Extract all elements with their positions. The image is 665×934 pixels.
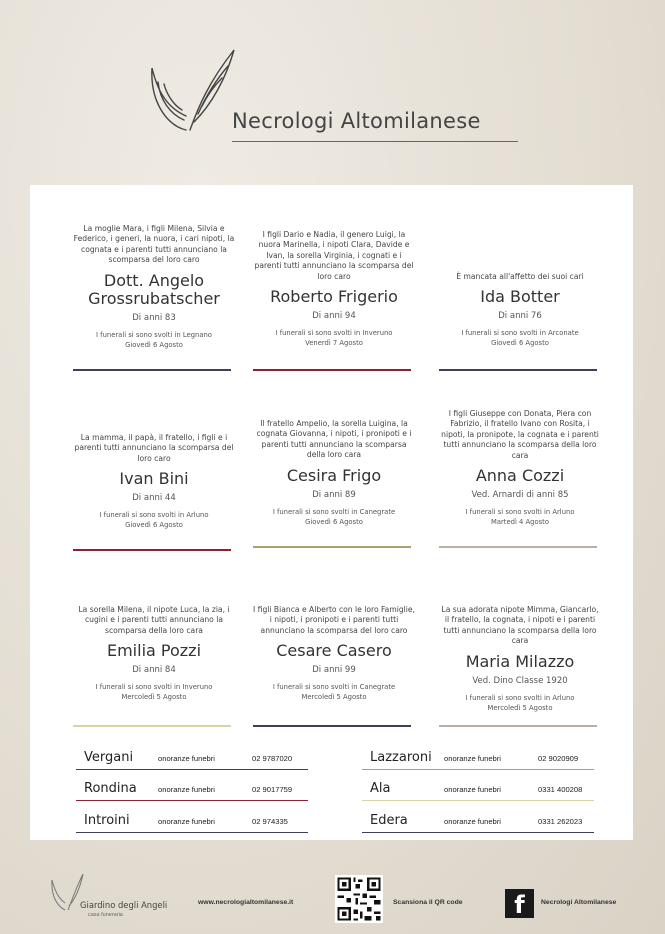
funeral-place: I funerali si sono svolti in Inveruno	[95, 683, 213, 692]
funeral-home-name: Edera	[370, 813, 408, 828]
obituary-intro: I figli Giuseppe con Donata, Piera con Fabrizio, il fratello Ivano con Rosita, i nipoti, la pronipote, la cognata e i parenti tutti annunciano la scomparsa della loro cara	[441, 409, 599, 460]
obituary-name: Anna Cozzi	[475, 466, 565, 486]
obituary-intro: È mancata all'affetto dei suoi cari	[456, 272, 584, 281]
funeral-home-name: Rondina	[84, 781, 137, 796]
card-rule	[439, 546, 597, 548]
obituary-funeral	[253, 507, 415, 527]
funeral-home-lazzaroni	[362, 748, 594, 770]
title-underline	[232, 141, 518, 142]
funeral-home-name: Ala	[370, 781, 391, 796]
obituary-funeral	[73, 330, 235, 350]
header	[0, 0, 665, 185]
funeral-home-name: Vergani	[84, 750, 134, 765]
obituary-intro: I figli Dario e Nadia, il genero Luigi, la nuora Marinella, i nipoti Clara, Davide e Ivan, la sorella Virginia, i cognati e i parenti tutti annunciano la scomparsa del loro caro	[254, 230, 414, 281]
funeral-place: I funerali si sono svolti in Arluno	[465, 693, 575, 702]
funeral-date: Mercoledì 5 Agosto	[487, 703, 553, 712]
obituary-age: Di anni 83	[132, 312, 176, 323]
funeral-home-phone: 02 974335	[252, 817, 288, 826]
obituary-name: Maria Milazzo	[465, 651, 575, 671]
funeral-place: I funerali si sono svolti in Arluno	[465, 508, 575, 517]
funeral-home-name: Lazzaroni	[370, 750, 432, 765]
obituary-funeral	[439, 693, 601, 713]
card-rule	[73, 369, 231, 371]
directory-rule	[76, 769, 308, 770]
funeral-home-phone: 02 9787020	[252, 754, 293, 763]
obituary-intro: La mamma, il papà, il fratello, i figli e i parenti tutti annunciano la scomparsa del loro caro	[74, 433, 234, 463]
directory-rule	[362, 832, 594, 833]
funeral-home-name: Introini	[84, 813, 130, 828]
obituary-age: Ved. Dino Classe 1920	[472, 675, 568, 686]
obituary-intro: La sorella Milena, il nipote Luca, la zia, i cugini e i parenti tutti annunciano la scomparsa della loro cara	[78, 605, 230, 635]
funeral-date: Venerdì 7 Agosto	[305, 339, 363, 348]
funeral-place: I funerali si sono svolti in Inveruno	[275, 329, 393, 338]
obituary-age: Di anni 94	[312, 311, 356, 322]
obituary-card	[253, 230, 415, 372]
funeral-home-phone: 0331 400208	[538, 785, 583, 794]
funeral-home-type: onoranze funebri	[444, 817, 501, 826]
obituary-name: Roberto Frigerio	[270, 287, 398, 307]
card-rule	[253, 546, 411, 548]
obituary-name: Dott. Angelo Grossrubatscher	[88, 270, 220, 308]
website-link[interactable]: www.necrologialtomilanese.it	[198, 899, 294, 906]
funeral-home-type: onoranze funebri	[444, 754, 501, 763]
funeral-home-edera	[362, 811, 594, 833]
funeral-date: Giovedì 6 Agosto	[125, 521, 183, 530]
facebook-page-label[interactable]: Necrologi Altomilanese	[541, 899, 617, 906]
obituary-age: Di anni 44	[132, 493, 176, 504]
angel-wings-icon	[148, 48, 238, 134]
obituary-intro: La sua adorata nipote Mimma, Giancarlo, il fratello, la cognata, i nipoti e i parenti tutti annunciano la scomparsa della loro cara	[441, 605, 599, 646]
obituary-card	[439, 605, 601, 728]
obituary-name: Cesira Frigo	[286, 465, 382, 485]
obituary-funeral	[73, 510, 235, 530]
funeral-home-vergani	[76, 748, 308, 770]
obituary-card	[253, 419, 415, 549]
funeral-date: Mercoledì 5 Agosto	[121, 693, 187, 702]
obituary-card	[73, 605, 235, 728]
obituary-funeral	[73, 682, 235, 702]
funeral-home-type: onoranze funebri	[158, 785, 215, 794]
obituary-age: Di anni 89	[312, 489, 356, 500]
funeral-date: Giovedì 6 Agosto	[125, 340, 183, 349]
obituary-age: Ved. Arnardi di anni 85	[471, 490, 569, 501]
obituary-age: Di anni 99	[312, 665, 356, 676]
qr-code[interactable]	[335, 875, 383, 923]
footer-brand-sub: casa funeraria	[88, 912, 123, 918]
funeral-home-ala	[362, 779, 594, 801]
qr-caption: Scansiona il QR code	[393, 899, 463, 906]
funeral-place: I funerali si sono svolti in Arluno	[99, 511, 209, 520]
funeral-date: Giovedì 6 Agosto	[305, 517, 363, 526]
funeral-date: Martedì 4 Agosto	[490, 518, 549, 527]
directory-rule	[362, 769, 594, 770]
obituary-intro: I figli Bianca e Alberto con le loro Famiglie, i nipoti, i pronipoti e i parenti tutti annunciano la scomparsa del loro caro	[253, 605, 415, 635]
obituary-age: Di anni 84	[132, 665, 176, 676]
obituary-intro: Il fratello Ampelio, la sorella Luigina, la cognata Giovanna, i nipoti, i pronipoti e i parenti tutti annunciano la scomparsa della loro cara	[256, 419, 412, 460]
funeral-home-phone: 0331 262023	[538, 817, 583, 826]
obituary-name: Cesare Casero	[276, 641, 392, 661]
funeral-place: I funerali si sono svolti in Canegrate	[272, 507, 396, 516]
funeral-home-introini	[76, 811, 308, 833]
obituary-funeral	[253, 328, 415, 348]
card-rule	[253, 725, 411, 727]
directory-rule	[362, 800, 594, 801]
footer	[0, 848, 665, 934]
card-rule	[253, 369, 411, 371]
site-title: Necrologi Altomilanese	[232, 109, 481, 133]
obituary-card	[439, 272, 601, 372]
funeral-home-type: onoranze funebri	[158, 817, 215, 826]
card-rule	[439, 369, 597, 371]
footer-wings-icon	[50, 872, 84, 912]
directory-rule	[76, 832, 308, 833]
obituary-name: Ida Botter	[480, 287, 560, 307]
obituary-card	[73, 433, 235, 552]
funeral-date: Giovedì 6 Agosto	[491, 339, 549, 348]
funeral-home-rondina	[76, 779, 308, 801]
obituary-card	[439, 409, 601, 549]
obituary-age: Di anni 76	[498, 311, 542, 322]
funeral-place: I funerali si sono svolti in Legnano	[96, 330, 212, 339]
obituary-card	[73, 224, 235, 372]
obituary-intro: La moglie Mara, i figli Milena, Silvia e Federico, i generi, la nuora, i cari nipoti, la cognata e i parenti tutti annunciano la scomparsa del loro caro	[73, 224, 235, 265]
facebook-icon[interactable]: f	[505, 889, 534, 918]
obituary-name: Emilia Pozzi	[106, 641, 202, 661]
funeral-home-type: onoranze funebri	[158, 754, 215, 763]
obituary-card	[253, 605, 415, 728]
funeral-home-phone: 02 9017759	[252, 785, 293, 794]
directory-rule	[76, 800, 308, 801]
obituary-funeral	[439, 507, 601, 527]
qr-code-icon	[335, 875, 383, 923]
card-rule	[73, 725, 231, 727]
obituary-funeral	[253, 682, 415, 702]
funeral-home-phone: 02 9020909	[538, 754, 579, 763]
funeral-home-type: onoranze funebri	[444, 785, 501, 794]
obituary-funeral	[439, 328, 601, 348]
funeral-date: Mercoledì 5 Agosto	[301, 693, 367, 702]
card-rule	[439, 725, 597, 727]
footer-brand: Giardino degli Angeli	[80, 900, 168, 910]
funeral-place: I funerali si sono svolti in Canegrate	[272, 683, 396, 692]
obituary-name: Ivan Bini	[119, 469, 189, 489]
card-rule	[73, 549, 231, 551]
funeral-place: I funerali si sono svolti in Arconate	[461, 329, 579, 338]
